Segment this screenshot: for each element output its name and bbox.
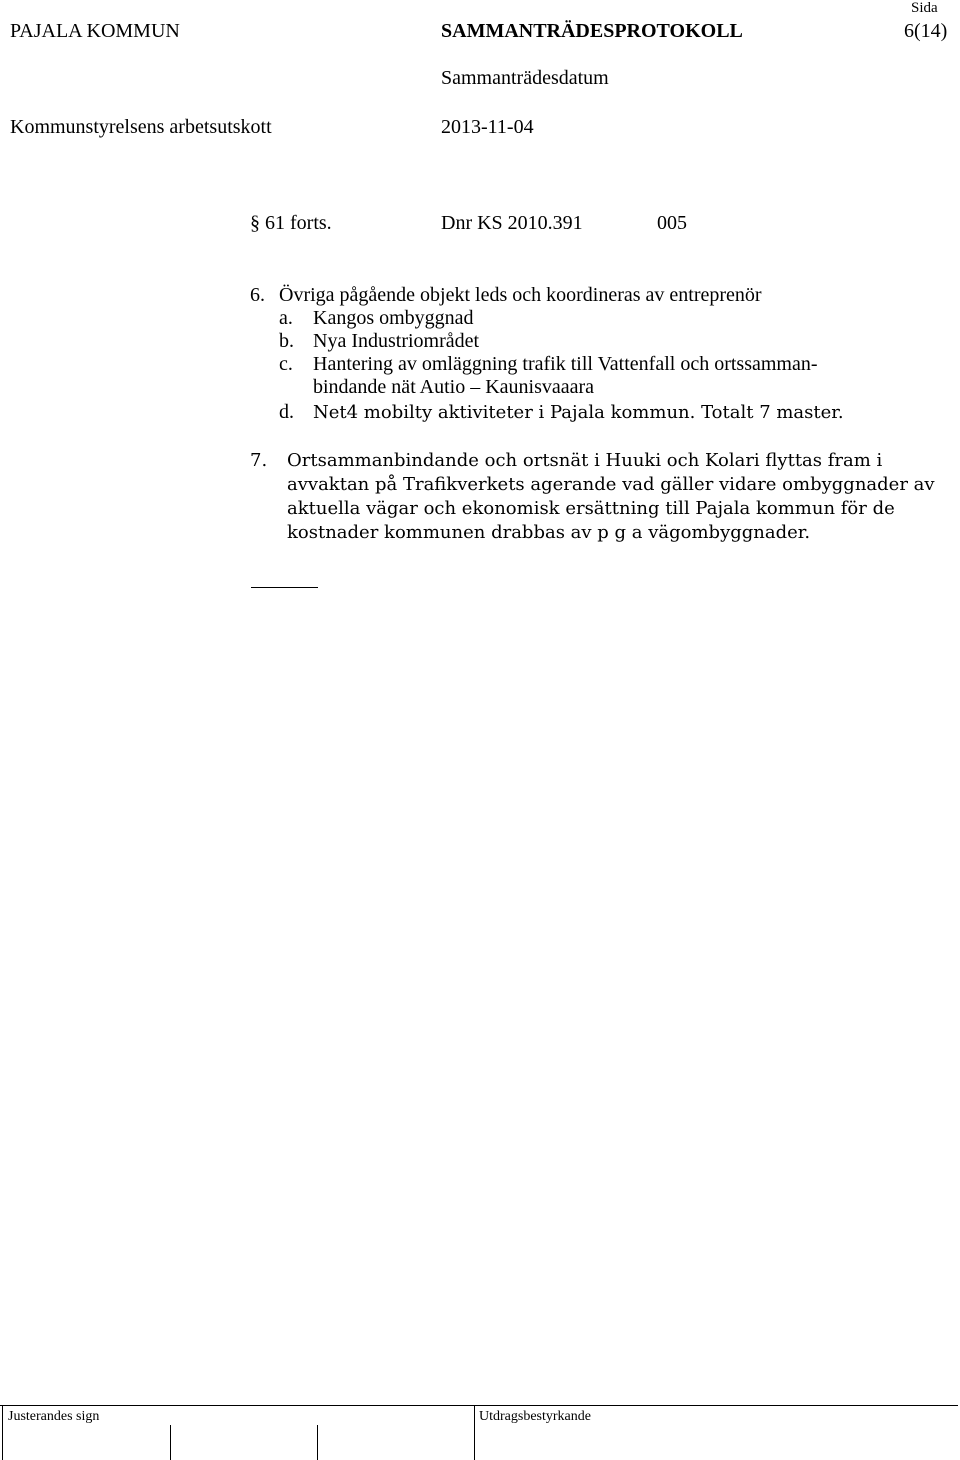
- subitem-text: Kangos ombyggnad: [313, 307, 474, 329]
- item-7-text: kostnader kommunen drabbas av p g a vägombyggnader.: [287, 522, 811, 543]
- subitem-letter: b.: [279, 330, 294, 352]
- footer-divider: [170, 1425, 171, 1460]
- diary-number: Dnr KS 2010.391: [441, 212, 583, 234]
- end-of-section-rule: [251, 587, 318, 588]
- extract-certification-label: Utdragsbestyrkande: [479, 1409, 591, 1424]
- footer-divider: [474, 1405, 475, 1460]
- meeting-date: 2013-11-04: [441, 116, 534, 138]
- page-number: 6(14): [904, 20, 948, 42]
- signature-label: Justerandes sign: [8, 1409, 100, 1424]
- footer-divider: [2, 1405, 3, 1460]
- committee-name: Kommunstyrelsens arbetsutskott: [10, 116, 272, 138]
- subitem-text: Nya Industriområdet: [313, 330, 480, 352]
- subitem-text: bindande nät Autio – Kaunisvaaara: [313, 376, 595, 398]
- organization-name: PAJALA KOMMUN: [10, 20, 180, 42]
- item-7-text: avvaktan på Trafikverkets agerande vad gäller vidare ombyggnader av: [287, 474, 935, 495]
- subitem-letter: c.: [279, 353, 293, 375]
- subitem-text: Hantering av omläggning trafik till Vattenfall och ortssamman-: [313, 353, 818, 375]
- item-6-number: 6.: [250, 284, 265, 306]
- footer-top-rule: [0, 1405, 958, 1406]
- document-type: SAMMANTRÄDESPROTOKOLL: [441, 20, 743, 42]
- classification-code: 005: [657, 212, 687, 234]
- item-7-text: aktuella vägar och ekonomisk ersättning till Pajala kommun för de: [287, 498, 895, 519]
- subitem-text: Net4 mobilty aktiviteter i Pajala kommun. Totalt 7 master.: [313, 402, 844, 423]
- subitem-letter: a.: [279, 307, 293, 329]
- page-footer: [0, 1405, 960, 1460]
- footer-divider: [317, 1425, 318, 1460]
- item-7-text: Ortsammanbindande och ortsnät i Huuki och Kolari flyttas fram i: [287, 450, 883, 471]
- page-label: Sida: [911, 0, 938, 16]
- item-7-number: 7.: [250, 450, 268, 471]
- subitem-letter: d.: [279, 401, 294, 423]
- item-6-text: Övriga pågående objekt leds och koordineras av entreprenör: [279, 284, 762, 306]
- paragraph-reference: § 61 forts.: [250, 212, 332, 234]
- meeting-date-label: Sammanträdesdatum: [441, 67, 609, 89]
